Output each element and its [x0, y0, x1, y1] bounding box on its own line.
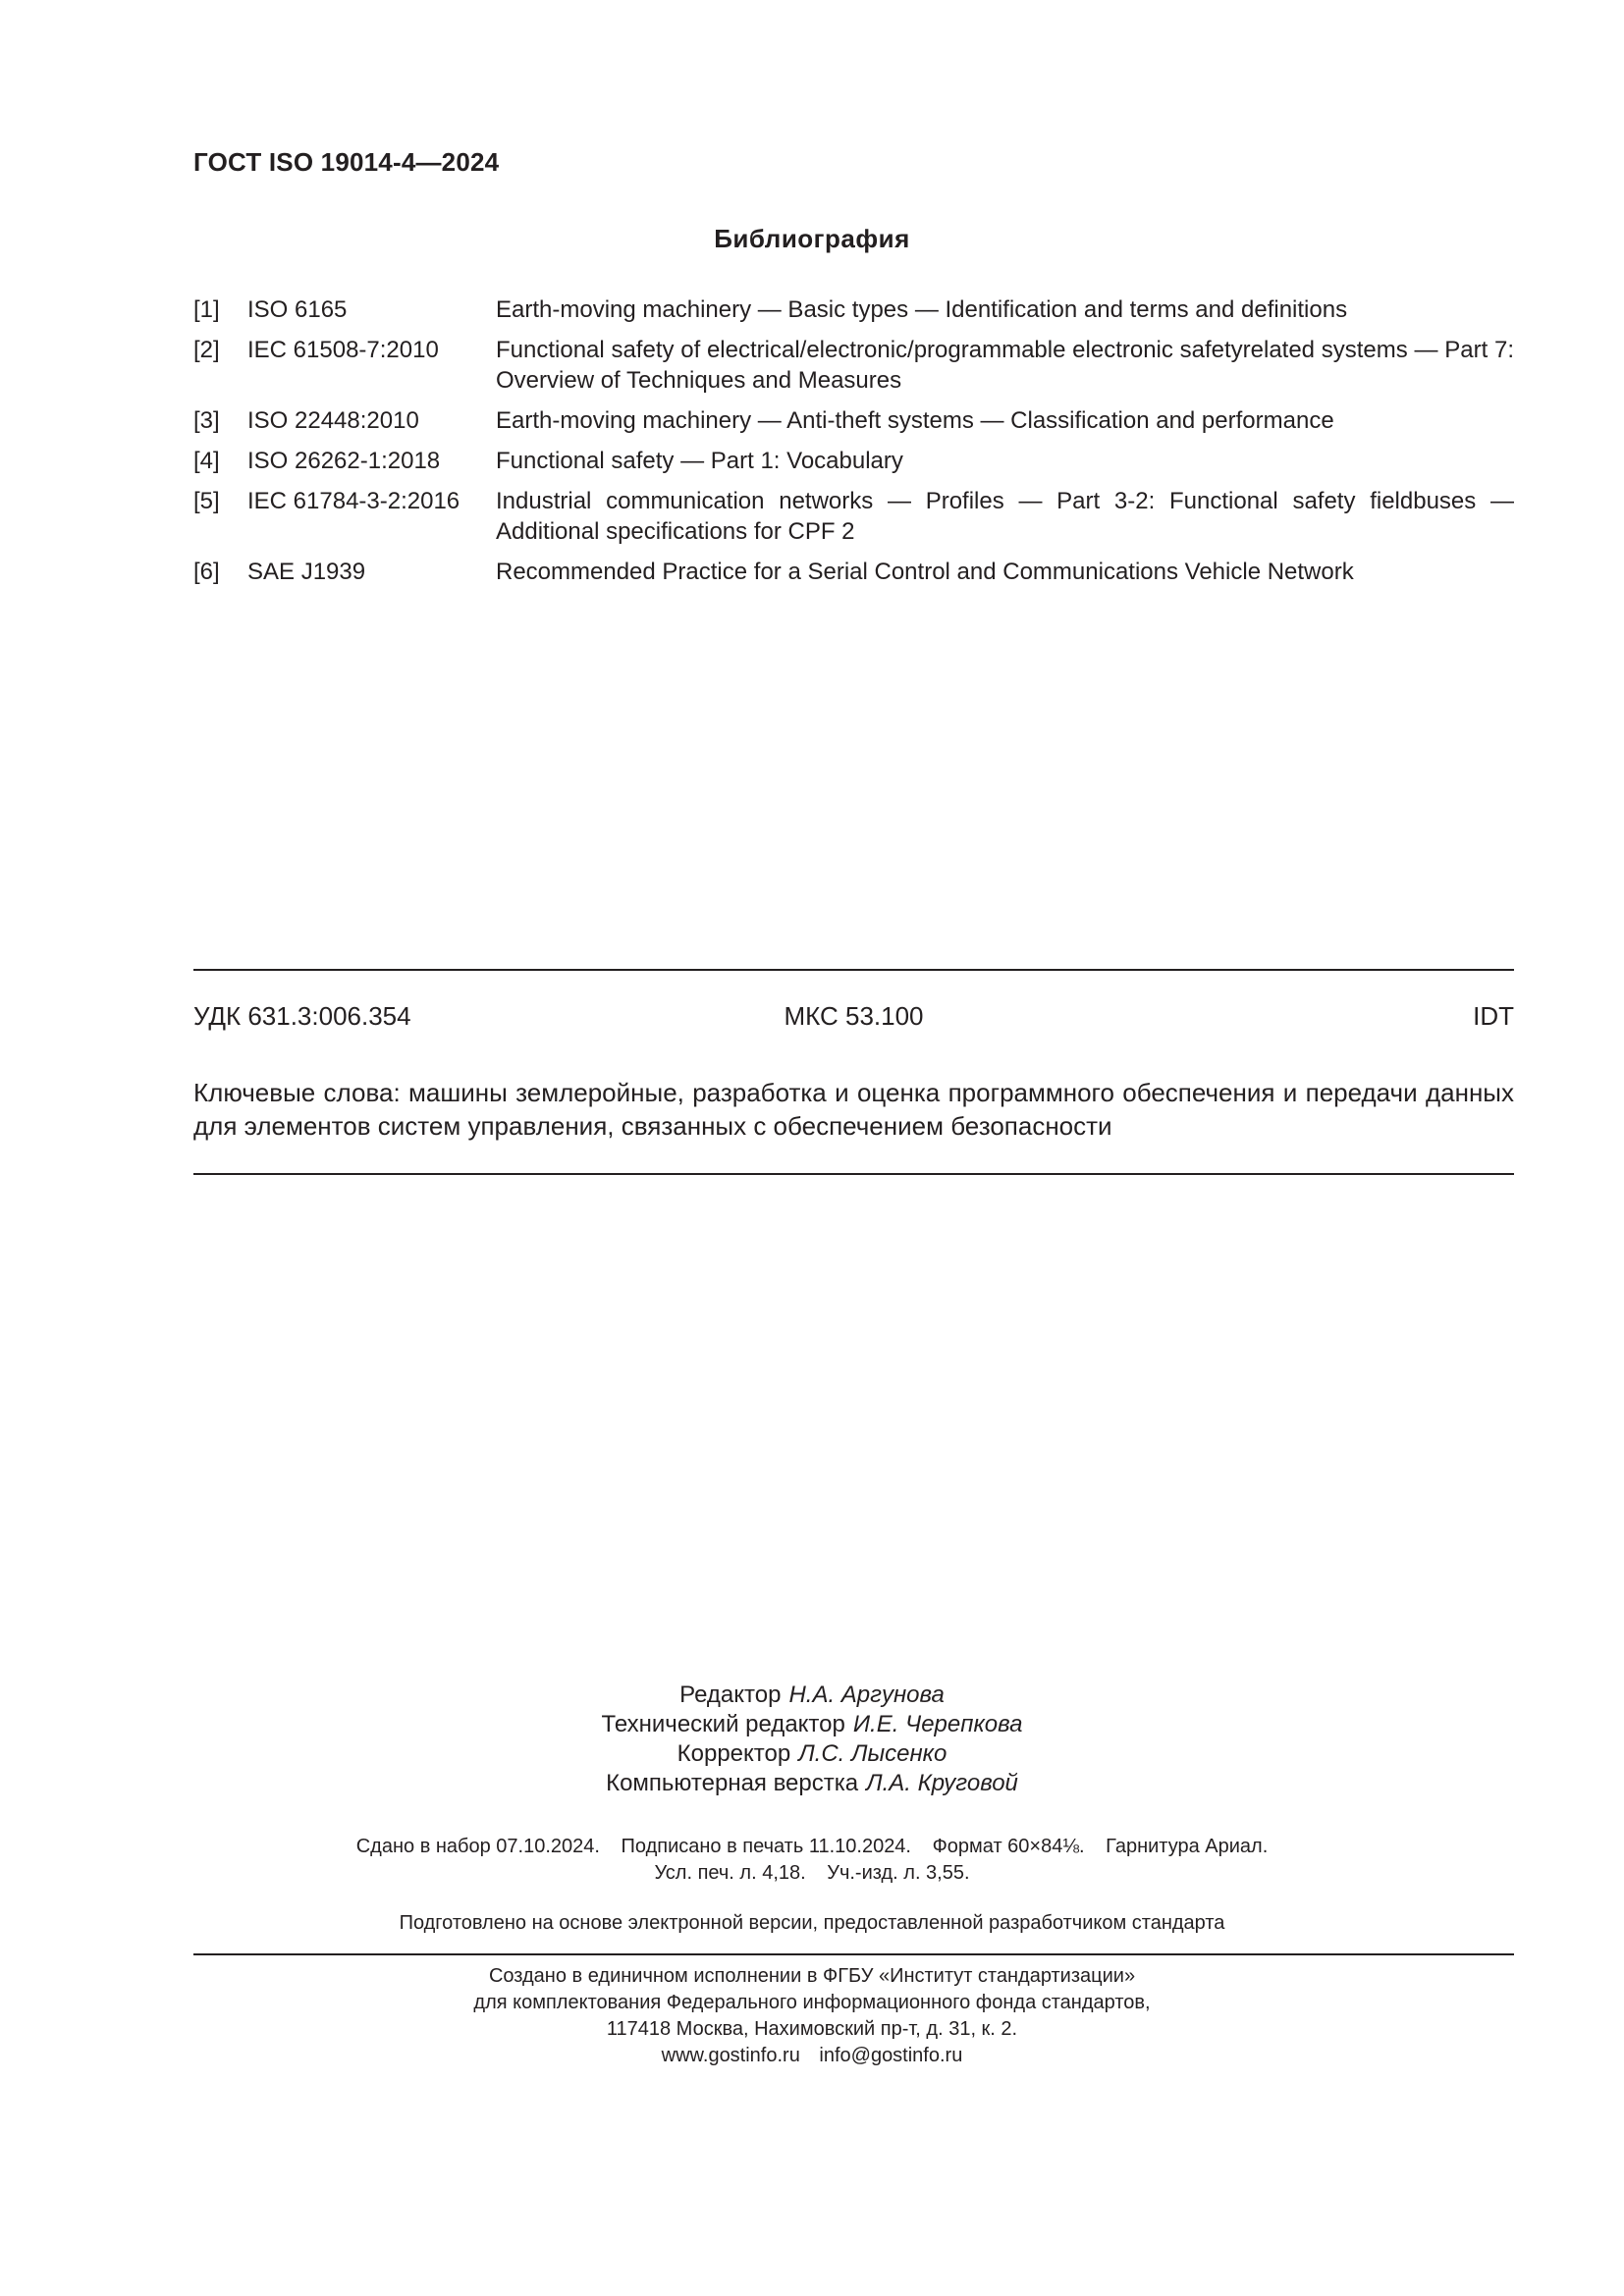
- editor-role: Корректор: [677, 1740, 791, 1767]
- entry-number: [6]: [193, 559, 220, 585]
- footer-contacts: [0, 2043, 1624, 2069]
- bibliography-entry: [193, 294, 1514, 325]
- print-info: [0, 1834, 1624, 1887]
- editor-line: [0, 1710, 1624, 1739]
- editor-name: И.Е. Черепкова: [852, 1711, 1023, 1737]
- typeface: Гарнитура Ариал.: [1106, 1836, 1269, 1857]
- entry-reference: IEC 61784-3-2:2016: [247, 488, 460, 514]
- bibliography-list: [193, 294, 1514, 597]
- divider-keywords: [193, 1173, 1514, 1175]
- entry-reference: ISO 22448:2010: [247, 407, 419, 434]
- divider-top: [193, 969, 1514, 971]
- entry-number: [5]: [193, 488, 220, 514]
- entry-number: [4]: [193, 448, 220, 474]
- entry-reference: ISO 26262-1:2018: [247, 448, 441, 474]
- signed-date: Подписано в печать 11.10.2024.: [621, 1836, 911, 1857]
- divider-footer: [193, 1953, 1514, 1955]
- print-info-line: [0, 1860, 1624, 1887]
- mks-code: МКС 53.100: [784, 1001, 924, 1031]
- entry-number: [1]: [193, 296, 220, 323]
- entry-title: Earth-moving machinery — Anti-theft systems — Classification and performance: [496, 407, 1334, 434]
- document-code: ГОСТ ISO 19014-4—2024: [193, 147, 500, 177]
- editor-name: Н.А. Аргунова: [788, 1682, 945, 1708]
- entry-number: [3]: [193, 407, 220, 434]
- udk-code: УДК 631.3:006.354: [193, 1001, 411, 1031]
- idt-marker: IDT: [1473, 1001, 1514, 1031]
- keywords-paragraph: Ключевые слова: машины землеройные, разработка и оценка программного обеспечения и передачи данных для элементов систем управления, связанных с обеспечением безопасности: [193, 1078, 1514, 1141]
- print-sheets: Усл. печ. л. 4,18.: [654, 1862, 806, 1884]
- editor-line: [0, 1681, 1624, 1710]
- editor-role: Редактор: [679, 1682, 782, 1708]
- bibliography-entry: [193, 446, 1514, 476]
- website-link[interactable]: www.gostinfo.ru: [661, 2045, 800, 2066]
- bibliography-entry: [193, 405, 1514, 436]
- entry-title: Recommended Practice for a Serial Control and Communications Vehicle Network: [496, 559, 1354, 585]
- entry-title: Earth-moving machinery — Basic types — Identification and terms and definitions: [496, 296, 1348, 323]
- editors-block: [0, 1681, 1624, 1798]
- bibliography-entry: [193, 335, 1514, 396]
- paper-format: Формат 60×84⅛.: [932, 1836, 1085, 1857]
- editor-name: Л.А. Круговой: [866, 1770, 1018, 1796]
- publisher-footer: [0, 1963, 1624, 2069]
- entry-number: [2]: [193, 337, 220, 363]
- editor-line: [0, 1739, 1624, 1769]
- editor-name: Л.С. Лысенко: [798, 1740, 947, 1767]
- footer-line: для комплектования Федерального информационного фонда стандартов,: [473, 1992, 1151, 2013]
- email-link[interactable]: info@gostinfo.ru: [819, 2045, 963, 2066]
- entry-title: Industrial communication networks — Profiles — Part 3-2: Functional safety fieldbuses — Additional specifications for CPF 2: [496, 488, 1514, 545]
- bibliography-entry: [193, 557, 1514, 587]
- footer-line: 117418 Москва, Нахимовский пр-т, д. 31, к. 2.: [606, 2018, 1018, 2040]
- entry-reference: SAE J1939: [247, 559, 366, 585]
- publishing-sheets: Уч.-изд. л. 3,55.: [827, 1862, 970, 1884]
- editor-role: Технический редактор: [601, 1711, 845, 1737]
- footer-line: Создано в единичном исполнении в ФГБУ «Институт стандартизации»: [488, 1965, 1136, 1987]
- submitted-date: Сдано в набор 07.10.2024.: [355, 1836, 600, 1857]
- entry-reference: ISO 6165: [247, 296, 348, 323]
- prepared-note: Подготовлено на основе электронной версии, предоставленной разработчиком стандарта: [399, 1912, 1225, 1934]
- print-info-line: [0, 1834, 1624, 1860]
- editor-role: Компьютерная верстка: [606, 1770, 859, 1796]
- editor-line: [0, 1769, 1624, 1798]
- classification-line: [193, 1001, 1514, 1037]
- bibliography-title: Библиография: [714, 224, 910, 253]
- entry-title: Functional safety of electrical/electronic/programmable electronic safetyrelated systems — Part 7: Overview of Techniques and Measures: [496, 337, 1514, 394]
- bibliography-entry: [193, 486, 1514, 547]
- entry-title: Functional safety — Part 1: Vocabulary: [496, 448, 903, 474]
- entry-reference: IEC 61508-7:2010: [247, 337, 439, 363]
